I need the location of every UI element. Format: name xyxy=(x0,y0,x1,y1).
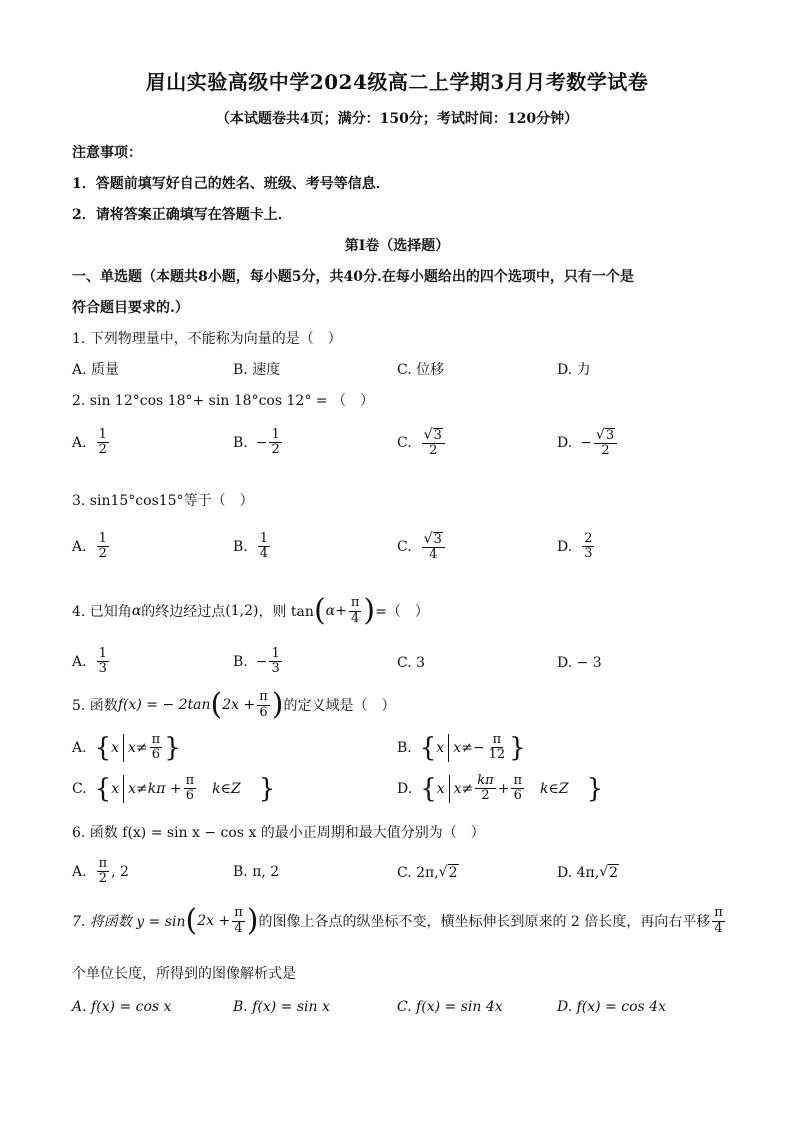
fraction: $\frac{\pi}{4}$ xyxy=(714,905,723,936)
fraction: $\frac{\pi}{6}$ xyxy=(513,773,522,804)
q7-stem: 7. 将函数 y = sin ( 2x + $\frac{\pi}{4}$ ) 的图像上各点的纵坐标不变，横坐标伸长到原来的 2 倍长度，再向右平移 $\frac{\pi}{4}$ xyxy=(72,903,723,938)
q5-option-d: D. { x x≠ $\frac{k\pi}{2}$ + $\frac{\pi}{6}$ k∈Z } xyxy=(397,773,604,804)
fraction: $\frac{\pi}{12}$ xyxy=(488,732,506,763)
q3-option-d: D. $\frac{2}{3}$ xyxy=(557,531,593,562)
q3-option-a: A. $\frac{1}{2}$ xyxy=(72,531,107,562)
fraction: $\frac{\pi}{4}$ xyxy=(234,905,243,936)
q1-stem: 1. 下列物理量中，不能称为向量的是（ ） xyxy=(72,331,342,347)
q1-option-d: D. 力 xyxy=(557,362,591,378)
q4-stem: 4. 已知角 α 的终边经过点 (1,2) ，则 tan ( α + $\frac{\pi}{4}$ ) =（ ） xyxy=(72,593,429,628)
sqrt: √ 3 xyxy=(423,531,442,547)
q2-option-d: D. − √ 3 2 xyxy=(557,428,619,459)
q7-option-d: D. f(x) = cos 4x xyxy=(557,999,666,1015)
q4-option-a: A. $\frac{1}{3}$ xyxy=(72,646,107,677)
q7-stem-line-2: 个单位长度，所得到的图像解析式是 xyxy=(72,966,296,982)
q2-option-b: B. − $\frac{1}{2}$ xyxy=(233,427,280,458)
q5-option-c: C. { x x≠kπ + $\frac{\pi}{6}$ k∈Z } xyxy=(72,773,276,804)
section-heading-line-2: 符合题目要求的.） xyxy=(72,300,189,316)
q6-stem: 6. 函数 f(x) = sin x − cos x 的最小正周期和最大值分别为（ ） xyxy=(72,825,485,841)
q3-option-c: C. √ 3 4 xyxy=(397,532,447,563)
fraction: $\frac{1}{3}$ xyxy=(271,646,280,677)
fraction: $\frac{2}{3}$ xyxy=(584,531,593,562)
q6-option-b: B. π, 2 xyxy=(233,864,280,880)
section-heading-line-1: 一、单选题（本题共8小题，每小题5分，共40分.在每小题给出的四个选项中，只有一个是 xyxy=(72,269,634,285)
q7-option-a: A. f(x) = cos x xyxy=(72,999,172,1015)
q5-stem: 5. 函数 f(x) = − 2tan ( 2x + $\frac{\pi}{6}$ ) 的定义域是（ ） xyxy=(72,687,396,722)
sqrt: √ 3 xyxy=(423,427,442,443)
notice-item-1: 1．答题前填写好自己的姓名、班级、考号等信息． xyxy=(72,176,390,192)
sqrt: √ 3 xyxy=(595,427,615,443)
fraction: $\frac{1}{2}$ xyxy=(271,427,280,458)
q2-option-c: C. √ 3 2 xyxy=(397,428,447,459)
q5-option-a: A. { x x≠ $\frac{\pi}{6}$ } xyxy=(72,732,181,763)
fraction: $\frac{\pi}{4}$ xyxy=(350,595,360,626)
q6-option-a: A. $\frac{\pi}{2}$ , 2 xyxy=(72,856,129,887)
q7-option-b: B. f(x) = sin x xyxy=(233,999,330,1015)
q4-option-c: C. 3 xyxy=(397,655,426,671)
fraction: $\frac{1}{3}$ xyxy=(98,646,107,677)
fraction: √ 3 2 xyxy=(594,428,617,459)
q3-option-b: B. $\frac{1}{4}$ xyxy=(233,531,269,562)
fraction: $\frac{k\pi}{2}$ xyxy=(477,773,494,804)
q1-option-c: C. 位移 xyxy=(397,362,445,378)
q2-option-a: A. $\frac{1}{2}$ xyxy=(72,427,107,458)
notice-heading: 注意事项： xyxy=(72,145,142,161)
fraction: √ 3 2 xyxy=(422,428,445,459)
exam-subtitle: （本试题卷共4页；满分：150分；考试时间：120分钟） xyxy=(215,111,579,127)
fraction: $\frac{\pi}{6}$ xyxy=(151,732,161,763)
q7-option-c: C. f(x) = sin 4x xyxy=(397,999,503,1015)
q6-option-c: C. 2π, √ 2 xyxy=(397,864,458,881)
notice-item-2: 2．请将答案正确填写在答题卡上． xyxy=(72,207,292,223)
fraction: √ 3 4 xyxy=(422,532,445,563)
exam-title: 眉山实验高级中学2024级高二上学期3月月考数学试卷 xyxy=(145,70,649,94)
q6-option-d: D. 4π, √ 2 xyxy=(557,864,619,881)
q1-option-a: A. 质量 xyxy=(72,362,120,378)
fraction: $\frac{\pi}{6}$ xyxy=(259,689,268,720)
fraction: $\frac{\pi}{2}$ xyxy=(98,856,108,887)
fraction: $\frac{\pi}{6}$ xyxy=(185,773,195,804)
fraction: $\frac{1}{2}$ xyxy=(98,531,107,562)
part-label: 第I卷（选择题） xyxy=(344,238,450,254)
q5-option-b: B. { x x≠− $\frac{\pi}{12}$ } xyxy=(397,732,526,763)
q4-option-d: D. − 3 xyxy=(557,655,602,671)
sqrt: √ 2 xyxy=(438,864,458,881)
q4-option-b: B. − $\frac{1}{3}$ xyxy=(233,646,280,677)
fraction: $\frac{1}{4}$ xyxy=(259,531,269,562)
sqrt: √ 2 xyxy=(599,864,619,881)
fraction: $\frac{1}{2}$ xyxy=(98,427,107,458)
q2-stem: 2. sin 12°cos 18°+ sin 18°cos 12° = （ ） xyxy=(72,393,374,409)
q1-option-b: B. 速度 xyxy=(233,362,281,378)
q3-stem: 3. sin15°cos15°等于（ ） xyxy=(72,493,254,509)
